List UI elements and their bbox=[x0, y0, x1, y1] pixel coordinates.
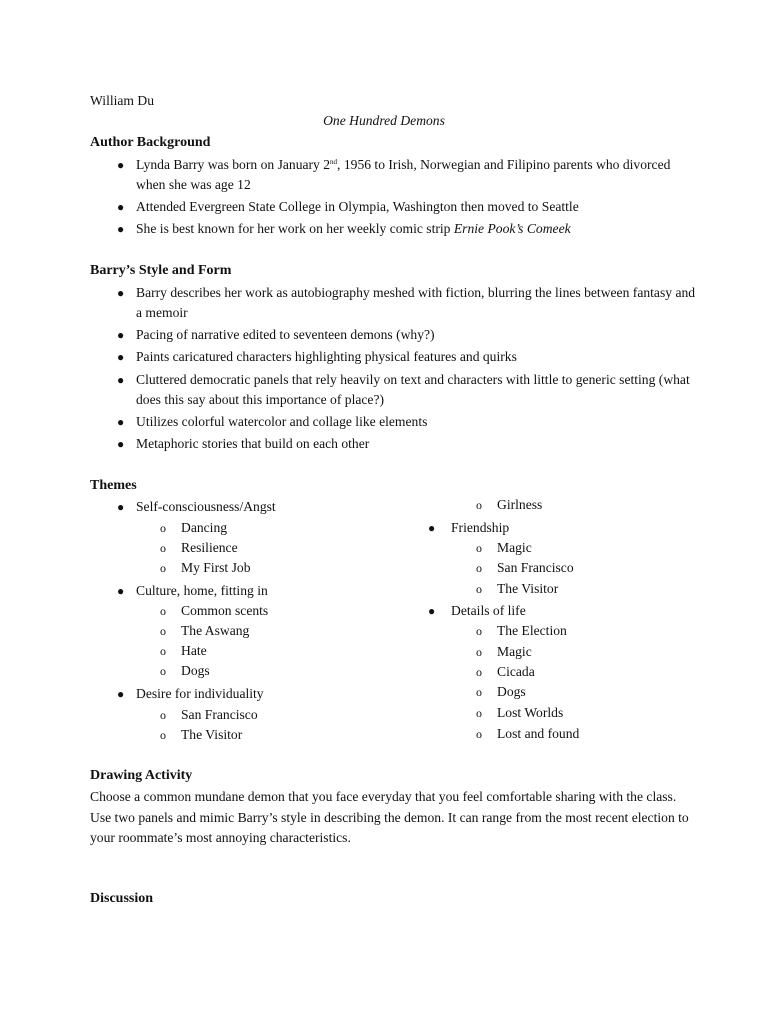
circle-bullet-icon: o bbox=[160, 541, 166, 555]
theme-subitem: Dogs bbox=[181, 663, 210, 678]
theme-subitem: My First Job bbox=[181, 560, 251, 575]
author-background-item-2: Attended Evergreen State College in Olympia, Washington then moved to Seattle bbox=[136, 199, 579, 214]
discussion-heading: Discussion bbox=[90, 891, 154, 906]
bullet-icon: ● bbox=[117, 350, 125, 364]
bullet-icon: ● bbox=[117, 437, 125, 451]
theme-subitem: Girlness bbox=[497, 497, 543, 512]
circle-bullet-icon: o bbox=[160, 561, 166, 575]
theme-subitem: The Visitor bbox=[181, 727, 243, 742]
circle-bullet-icon: o bbox=[476, 727, 482, 741]
style-form-item: Metaphoric stories that build on each other bbox=[136, 436, 370, 451]
themes-heading: Themes bbox=[90, 478, 137, 493]
theme-subitem: Dancing bbox=[181, 520, 228, 535]
author-background-item-1: Lynda Barry was born on January 2nd, 1956 to Irish, Norwegian and Filipino parents who divorced when she was age 12 bbox=[136, 157, 671, 192]
author-background-item-3: She is best known for her work on her weekly comic strip Ernie Pook’s Comeek bbox=[136, 221, 571, 236]
bullet-icon: ● bbox=[117, 286, 125, 300]
circle-bullet-icon: o bbox=[160, 708, 166, 722]
style-form-heading: Barry’s Style and Form bbox=[90, 263, 232, 278]
circle-bullet-icon: o bbox=[160, 728, 166, 742]
bullet-icon: ● bbox=[117, 222, 125, 236]
author-background-heading: Author Background bbox=[90, 135, 211, 150]
theme-subitem: Magic bbox=[497, 644, 532, 659]
theme-item: Desire for individuality bbox=[136, 686, 264, 701]
circle-bullet-icon: o bbox=[476, 624, 482, 638]
theme-subitem: San Francisco bbox=[181, 707, 258, 722]
theme-item: Culture, home, fitting in bbox=[136, 583, 268, 598]
theme-item: Self-consciousness/Angst bbox=[136, 499, 276, 514]
circle-bullet-icon: o bbox=[476, 541, 482, 555]
theme-item: Details of life bbox=[451, 603, 526, 618]
author-name: William Du bbox=[90, 93, 155, 108]
theme-subitem: Resilience bbox=[181, 540, 238, 555]
circle-bullet-icon: o bbox=[476, 582, 482, 596]
bullet-icon: ● bbox=[117, 415, 125, 429]
bullet-icon: ● bbox=[117, 500, 125, 514]
theme-subitem: The Visitor bbox=[497, 581, 559, 596]
circle-bullet-icon: o bbox=[476, 498, 482, 512]
bullet-icon: ● bbox=[117, 584, 125, 598]
circle-bullet-icon: o bbox=[160, 521, 166, 535]
bullet-icon: ● bbox=[117, 373, 125, 387]
circle-bullet-icon: o bbox=[160, 664, 166, 678]
theme-subitem: The Aswang bbox=[181, 623, 250, 638]
circle-bullet-icon: o bbox=[476, 645, 482, 659]
theme-subitem: Dogs bbox=[497, 684, 526, 699]
bullet-icon: ● bbox=[117, 200, 125, 214]
style-form-item: Barry describes her work as autobiography meshed with fiction, blurring the lines between fantasy and a memoir bbox=[136, 285, 696, 320]
style-form-item: Paints caricatured characters highlighting physical features and quirks bbox=[136, 349, 517, 364]
style-form-item: Utilizes colorful watercolor and collage like elements bbox=[136, 414, 428, 429]
theme-subitem: San Francisco bbox=[497, 560, 574, 575]
theme-subitem: Cicada bbox=[497, 664, 535, 679]
theme-subitem: Magic bbox=[497, 540, 532, 555]
circle-bullet-icon: o bbox=[476, 706, 482, 720]
circle-bullet-icon: o bbox=[476, 685, 482, 699]
theme-subitem: Hate bbox=[181, 643, 207, 658]
theme-item: Friendship bbox=[451, 520, 510, 535]
theme-subitem: Lost and found bbox=[497, 726, 580, 741]
style-form-item: Cluttered democratic panels that rely heavily on text and characters with little to generic setting (what does this say about this importance of place?) bbox=[136, 372, 690, 407]
bullet-icon: ● bbox=[117, 687, 125, 701]
bullet-icon: ● bbox=[117, 328, 125, 342]
theme-subitem: Common scents bbox=[181, 603, 269, 618]
circle-bullet-icon: o bbox=[160, 604, 166, 618]
circle-bullet-icon: o bbox=[160, 644, 166, 658]
drawing-activity-text: Choose a common mundane demon that you face everyday that you feel comfortable sharing with the class. Use two panels and mimic Barry’s style in describing the demon. It can range from the most recent election to your roommate’s most annoying characteristics. bbox=[90, 789, 689, 845]
bullet-icon: ● bbox=[428, 604, 436, 618]
drawing-activity-heading: Drawing Activity bbox=[90, 768, 193, 783]
circle-bullet-icon: o bbox=[476, 665, 482, 679]
document-title: One Hundred Demons bbox=[323, 113, 445, 128]
bullet-icon: ● bbox=[117, 158, 125, 172]
style-form-item: Pacing of narrative edited to seventeen demons (why?) bbox=[136, 327, 435, 342]
theme-subitem: The Election bbox=[497, 623, 567, 638]
circle-bullet-icon: o bbox=[476, 561, 482, 575]
bullet-icon: ● bbox=[428, 521, 436, 535]
theme-subitem: Lost Worlds bbox=[497, 705, 564, 720]
circle-bullet-icon: o bbox=[160, 624, 166, 638]
